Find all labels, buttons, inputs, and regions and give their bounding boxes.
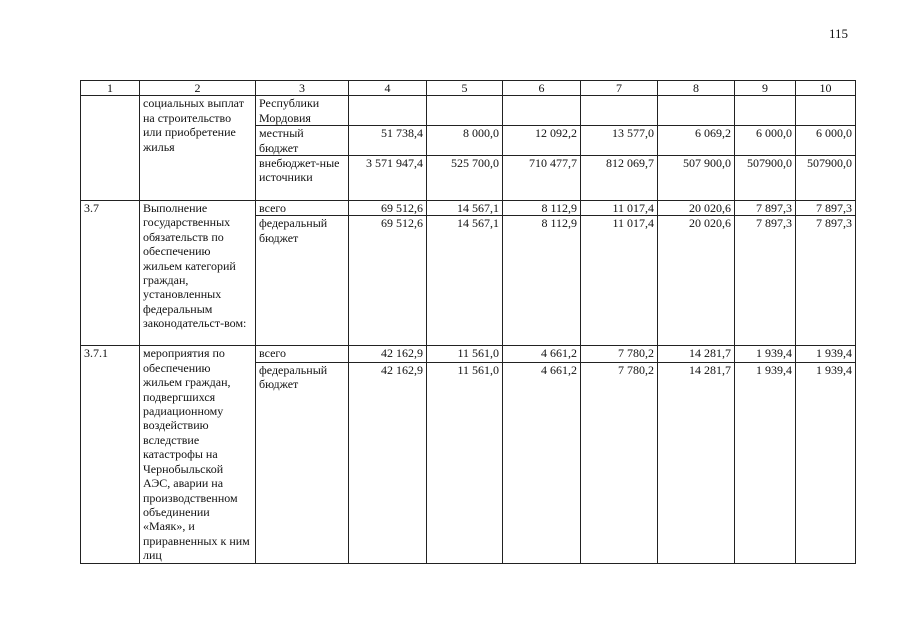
value-cell: 4 661,2 bbox=[503, 362, 581, 563]
value-cell: 14 281,7 bbox=[658, 346, 735, 362]
value-cell: 7 780,2 bbox=[581, 362, 658, 563]
value-cell bbox=[349, 96, 427, 126]
funding-source: всего bbox=[256, 201, 349, 216]
column-header: 5 bbox=[427, 81, 503, 96]
value-cell: 1 939,4 bbox=[796, 362, 856, 563]
value-cell: 11 017,4 bbox=[581, 201, 658, 216]
value-cell bbox=[658, 96, 735, 126]
value-cell: 1 939,4 bbox=[735, 346, 796, 362]
item-id: 3.7 bbox=[81, 201, 140, 346]
value-cell: 8 112,9 bbox=[503, 216, 581, 346]
value-cell: 6 000,0 bbox=[796, 126, 856, 156]
value-cell: 20 020,6 bbox=[658, 201, 735, 216]
table-row bbox=[81, 201, 856, 216]
column-header: 10 bbox=[796, 81, 856, 96]
value-cell bbox=[735, 96, 796, 126]
value-cell: 710 477,7 bbox=[503, 156, 581, 201]
value-cell: 507 900,0 bbox=[658, 156, 735, 201]
value-cell: 51 738,4 bbox=[349, 126, 427, 156]
item-name: мероприятия по обеспечению жильем граждан, подвергшихся радиационному воздействию вследствие катастрофы на Чернобыльской АЭС, аварии на производственном объединении «Маяк», и приравненных к ним лиц bbox=[140, 346, 256, 563]
item-id: 3.7.1 bbox=[81, 346, 140, 563]
table-row bbox=[81, 346, 856, 362]
page-number: 115 bbox=[828, 26, 848, 41]
value-cell: 42 162,9 bbox=[349, 346, 427, 362]
value-cell: 507900,0 bbox=[796, 156, 856, 201]
item-id bbox=[81, 96, 140, 201]
column-header: 7 bbox=[581, 81, 658, 96]
funding-source: Республики Мордовия bbox=[256, 96, 349, 126]
value-cell: 1 939,4 bbox=[735, 362, 796, 563]
value-cell: 12 092,2 bbox=[503, 126, 581, 156]
value-cell bbox=[503, 96, 581, 126]
value-cell bbox=[796, 96, 856, 126]
funding-source: федеральный бюджет bbox=[256, 362, 349, 563]
value-cell: 8 112,9 bbox=[503, 201, 581, 216]
column-header: 9 bbox=[735, 81, 796, 96]
funding-source: местный бюджет bbox=[256, 126, 349, 156]
value-cell: 6 069,2 bbox=[658, 126, 735, 156]
value-cell: 7 897,3 bbox=[796, 216, 856, 346]
budget-table bbox=[80, 80, 856, 564]
value-cell: 8 000,0 bbox=[427, 126, 503, 156]
column-header: 6 bbox=[503, 81, 581, 96]
value-cell: 6 000,0 bbox=[735, 126, 796, 156]
value-cell: 14 567,1 bbox=[427, 201, 503, 216]
column-header: 1 bbox=[81, 81, 140, 96]
value-cell: 14 281,7 bbox=[658, 362, 735, 563]
value-cell: 7 897,3 bbox=[735, 216, 796, 346]
column-header: 3 bbox=[256, 81, 349, 96]
value-cell bbox=[427, 96, 503, 126]
value-cell: 1 939,4 bbox=[796, 346, 856, 362]
value-cell: 11 561,0 bbox=[427, 362, 503, 563]
value-cell: 3 571 947,4 bbox=[349, 156, 427, 201]
value-cell: 7 897,3 bbox=[735, 201, 796, 216]
value-cell: 4 661,2 bbox=[503, 346, 581, 362]
funding-source: федеральный бюджет bbox=[256, 216, 349, 346]
value-cell: 525 700,0 bbox=[427, 156, 503, 201]
table-row bbox=[81, 96, 856, 126]
value-cell: 507900,0 bbox=[735, 156, 796, 201]
value-cell: 69 512,6 bbox=[349, 216, 427, 346]
funding-source: всего bbox=[256, 346, 349, 362]
value-cell: 7 780,2 bbox=[581, 346, 658, 362]
value-cell: 20 020,6 bbox=[658, 216, 735, 346]
value-cell: 812 069,7 bbox=[581, 156, 658, 201]
value-cell: 11 017,4 bbox=[581, 216, 658, 346]
item-name: Выполнение государственных обязательств по обеспечению жильем категорий граждан, установленных федеральным законодательст-вом: bbox=[140, 201, 256, 346]
value-cell: 69 512,6 bbox=[349, 201, 427, 216]
item-name: социальных выплат на строительство или приобретение жилья bbox=[140, 96, 256, 201]
column-header: 2 bbox=[140, 81, 256, 96]
value-cell: 11 561,0 bbox=[427, 346, 503, 362]
value-cell: 42 162,9 bbox=[349, 362, 427, 563]
funding-source: внебюджет-ные источники bbox=[256, 156, 349, 201]
value-cell bbox=[581, 96, 658, 126]
value-cell: 14 567,1 bbox=[427, 216, 503, 346]
column-header: 4 bbox=[349, 81, 427, 96]
column-header: 8 bbox=[658, 81, 735, 96]
table-header-row bbox=[81, 81, 856, 96]
value-cell: 7 897,3 bbox=[796, 201, 856, 216]
value-cell: 13 577,0 bbox=[581, 126, 658, 156]
